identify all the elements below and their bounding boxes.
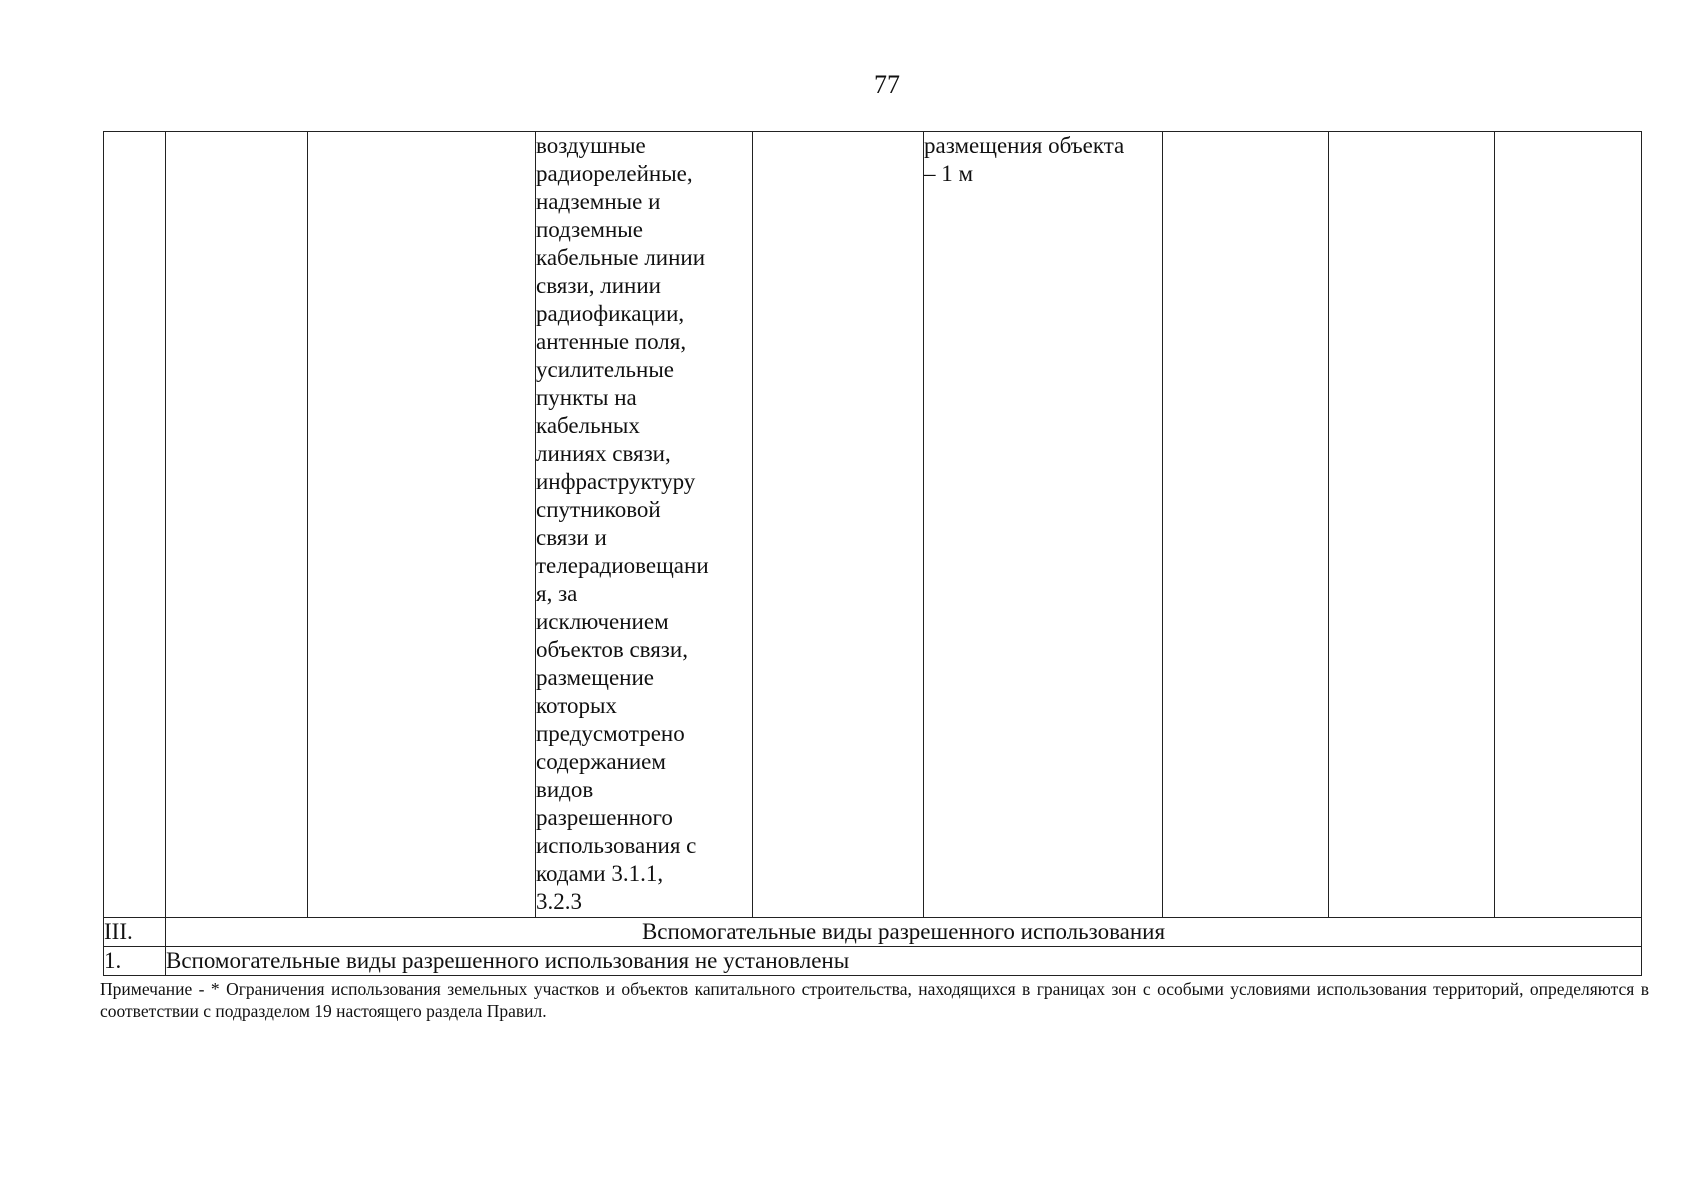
cell-col3	[308, 132, 536, 918]
section-number: III.	[104, 918, 166, 947]
table-row-continuation	[104, 132, 1642, 918]
cell-col8	[1329, 132, 1495, 918]
table-row-section	[104, 918, 1642, 947]
table-row-item	[104, 947, 1642, 976]
cell-setback-parameter: размещения объекта – 1 м	[924, 132, 1163, 918]
zoning-table	[103, 131, 1642, 976]
cell-col9	[1495, 132, 1642, 918]
cell-col5	[753, 132, 924, 918]
item-number: 1.	[104, 947, 166, 976]
footnote: Примечание - * Ограничения использования земельных участков и объектов капитального строительства, находящихся в границах зон с особыми условиями использования территорий, определяются в соответствии с подразделом 19 настоящего раздела Правил.	[100, 979, 1649, 1021]
page-number: 77	[874, 70, 900, 99]
cell-col7	[1163, 132, 1329, 918]
section-title: Вспомогательные виды разрешенного использования	[166, 918, 1642, 947]
cell-permitted-use-description: воздушные радиорелейные, надземные и подземные кабельные линии связи, линии радиофикации, антенные поля, усилительные пункты на кабельных линиях связи, инфраструктуру спутниковой связи и телерадиовещани я, за исключением объектов связи, размещение которых предусмотрено содержанием видов разрешенного использования с кодами 3.1.1, 3.2.3	[536, 132, 753, 918]
item-text: Вспомогательные виды разрешенного использования не установлены	[166, 947, 1642, 976]
cell-col2	[166, 132, 308, 918]
cell-col1	[104, 132, 166, 918]
